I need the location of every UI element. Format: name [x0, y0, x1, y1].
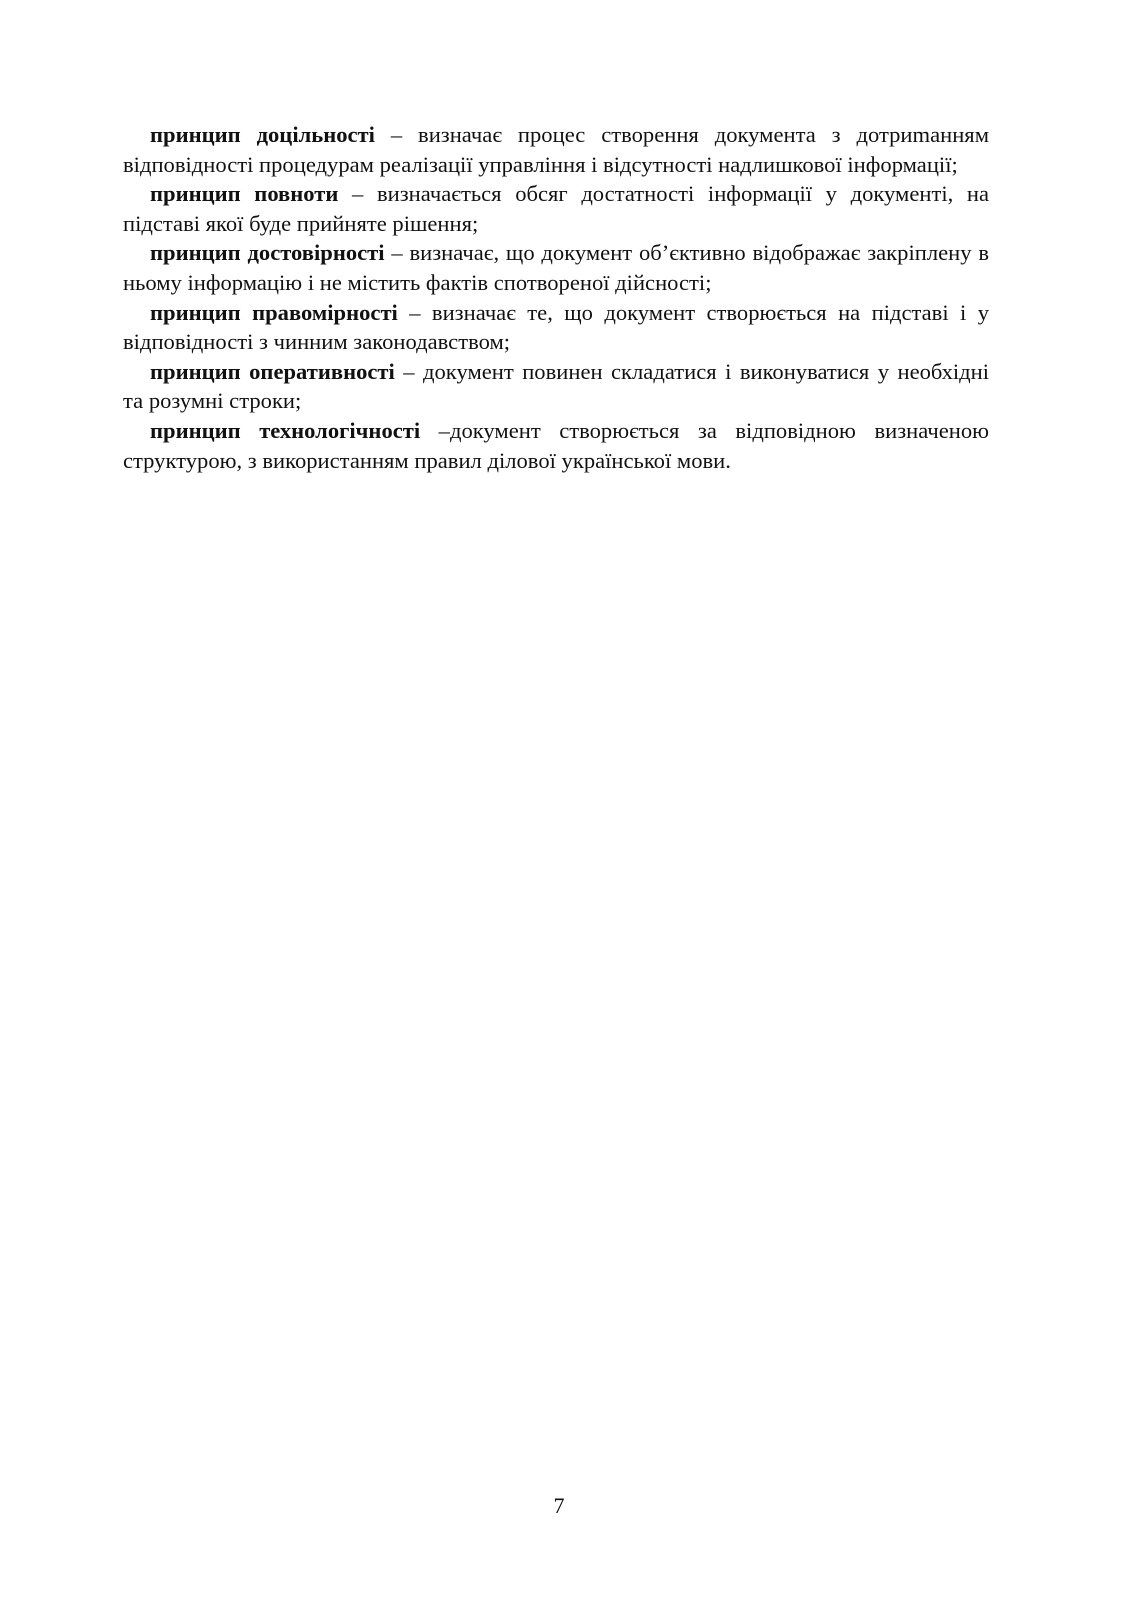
principle-paragraph	[123, 416, 989, 475]
principle-term: принцип повноти	[150, 181, 339, 207]
principle-term: принцип технологічності	[150, 417, 421, 443]
principle-definition: – визначає те, що документ створюється на підставі і у відповідності з чинним законодавством;	[123, 299, 989, 355]
principle-definition: – визначається обсяг достатності інформації у документі, на підставі якої буде прийняте рішення;	[123, 181, 989, 236]
principle-paragraph	[123, 120, 989, 179]
principle-term: принцип оперативності	[150, 358, 395, 384]
principle-paragraph	[123, 298, 989, 357]
principle-definition: – документ повинен складатися і виконуватися у необхідні та розумні строки;	[123, 358, 990, 414]
principle-term: принцип доцільності	[150, 122, 375, 147]
principle-definition: –документ створюється за відповідною визначеною структурою, з використанням правил ділової української мови.	[123, 417, 990, 473]
principle-definition: – визначає, що документ об’єктивно відображає закріплену в ньому інформацію і не містить фактів спотвореної дійсності;	[123, 240, 989, 295]
principle-paragraph	[123, 357, 989, 416]
principle-term: принцип правомірності	[150, 299, 398, 325]
principle-definition: – визначає процес створення документа з дотриmанням відповідності процедурам реалізації управління і відсутності надлишкової інформації;	[123, 122, 989, 177]
principle-paragraph	[123, 179, 989, 238]
principle-paragraph	[123, 238, 989, 297]
page-number-text: 7	[553, 1493, 565, 1518]
principles-list	[123, 120, 989, 475]
principle-term: принцип достовірності	[150, 240, 385, 266]
page-number	[0, 1493, 1142, 1519]
